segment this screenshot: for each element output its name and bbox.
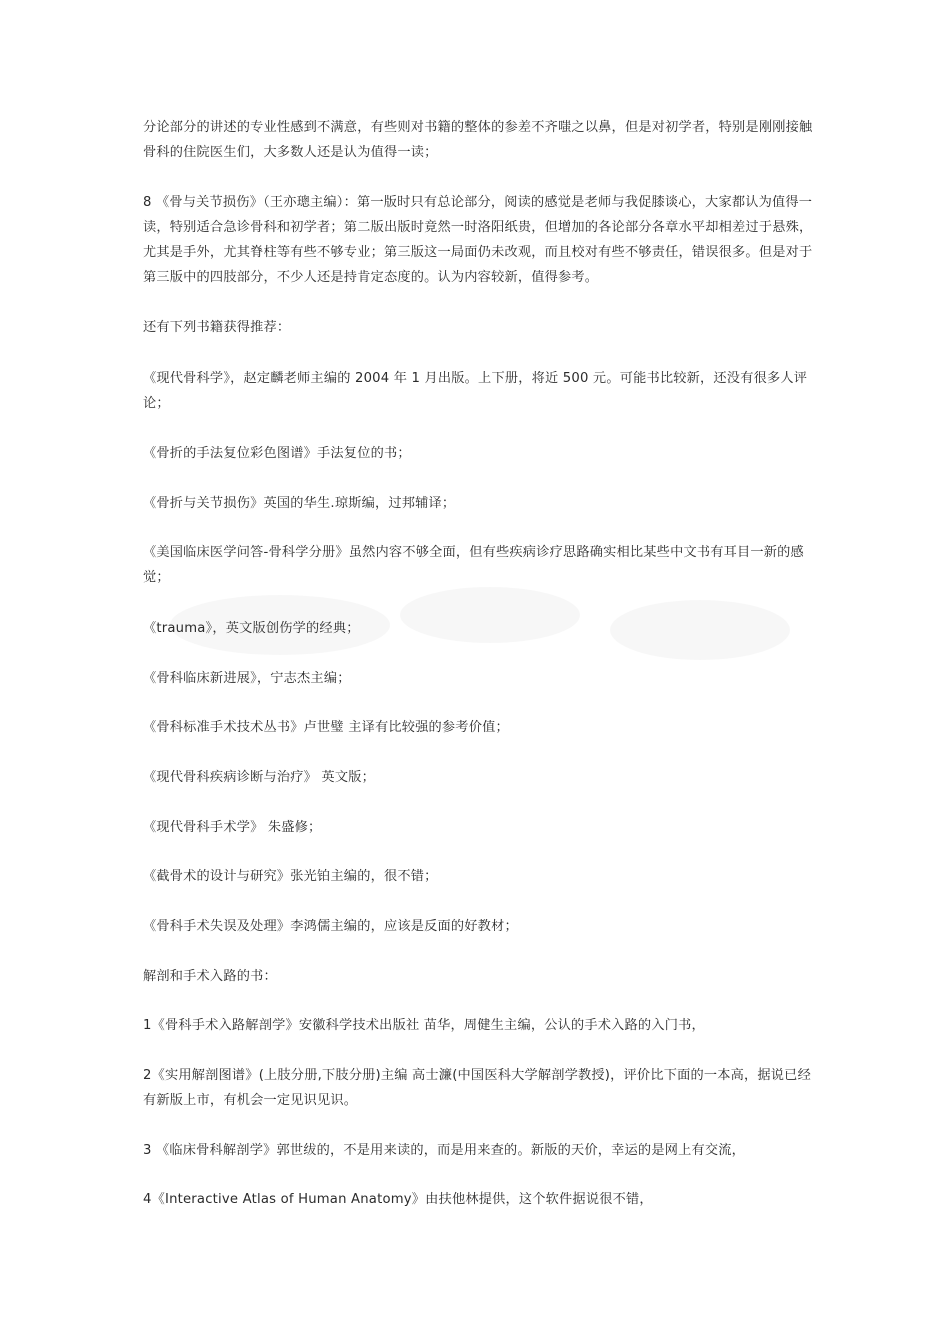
paragraph-modern-diagnosis: 《现代骨科疾病诊断与治疗》 英文版；	[143, 770, 375, 785]
paragraph-anatomy-book-3: 3 《临床骨科解剖学》郭世绂的，不是用来读的，而是用来查的。新版的天价，幸运的是网上有交流，	[143, 1143, 746, 1158]
paragraph-standard-surgery-series: 《骨科标准手术技术丛书》卢世璧 主译有比较强的参考价值；	[143, 720, 509, 735]
paragraph-anatomy-book-2: 2《实用解剖图谱》(上肢分册,下肢分册)主编 高士濂(中国医科大学解剖学教授)，评价比下面的一本高，据说已经有新版上市，有机会一定见识见识。	[143, 1068, 811, 1108]
paragraph-anatomy-heading: 解剖和手术入路的书：	[143, 969, 277, 984]
paragraph-anatomy-book-4: 4《Interactive Atlas of Human Anatomy》由扶他林提供，这个软件据说很不错，	[143, 1192, 653, 1207]
paragraph-fracture-joint-injury: 《骨折与关节损伤》英国的华生.琼斯编，过邦辅译；	[143, 496, 456, 511]
paragraph-clinical-progress: 《骨科临床新进展》，宁志杰主编；	[143, 671, 351, 686]
paragraph-book-8: 8 《骨与关节损伤》（王亦璁主编）：第一版时只有总论部分，阅读的感觉是老师与我促膝谈心，大家都认为值得一读，特别适合急诊骨科和初学者；第二版出版时竟然一时洛阳纸贵，但增加的各论部分各章水平却相差过于悬殊，尤其是手外，尤其脊柱等有些不够专业；第三版这一局面仍未改观，而且校对有些不够责任，错误很多。但是对于第三版中的四肢部分，不少人还是持肯定态度的。认为内容较新，值得参考。	[143, 195, 813, 285]
paragraph-fracture-reduction-atlas: 《骨折的手法复位彩色图谱》手法复位的书；	[143, 446, 411, 461]
paragraph-intro-continued: 分论部分的讲述的专业性感到不满意，有些则对书籍的整体的参差不齐嗤之以鼻，但是对初学者，特别是刚刚接触骨科的住院医生们，大多数人还是认为值得一读；	[143, 120, 813, 160]
paragraph-recommend-heading: 还有下列书籍获得推荐：	[143, 320, 291, 335]
paragraph-modern-surgery: 《现代骨科手术学》 朱盛修；	[143, 820, 322, 835]
paragraph-osteotomy: 《截骨术的设计与研究》张光铂主编的，很不错；	[143, 869, 438, 884]
paragraph-modern-orthopedics: 《现代骨科学》，赵定麟老师主编的 2004 年 1 月出版。上下册，将近 500 元。可能书比较新，还没有很多人评论；	[143, 371, 808, 411]
paragraph-american-qa: 《美国临床医学问答-骨科学分册》虽然内容不够全面，但有些疾病诊疗思路确实相比某些中文书有耳目一新的感觉；	[143, 545, 804, 585]
paragraph-anatomy-book-1: 1《骨科手术入路解剖学》安徽科学技术出版社 苗华，周健生主编，公认的手术入路的入门书，	[143, 1018, 705, 1033]
paragraph-surgical-errors: 《骨科手术失误及处理》李鸿儒主编的，应该是反面的好教材；	[143, 919, 518, 934]
paragraph-trauma: 《trauma》，英文版创伤学的经典；	[143, 621, 360, 636]
